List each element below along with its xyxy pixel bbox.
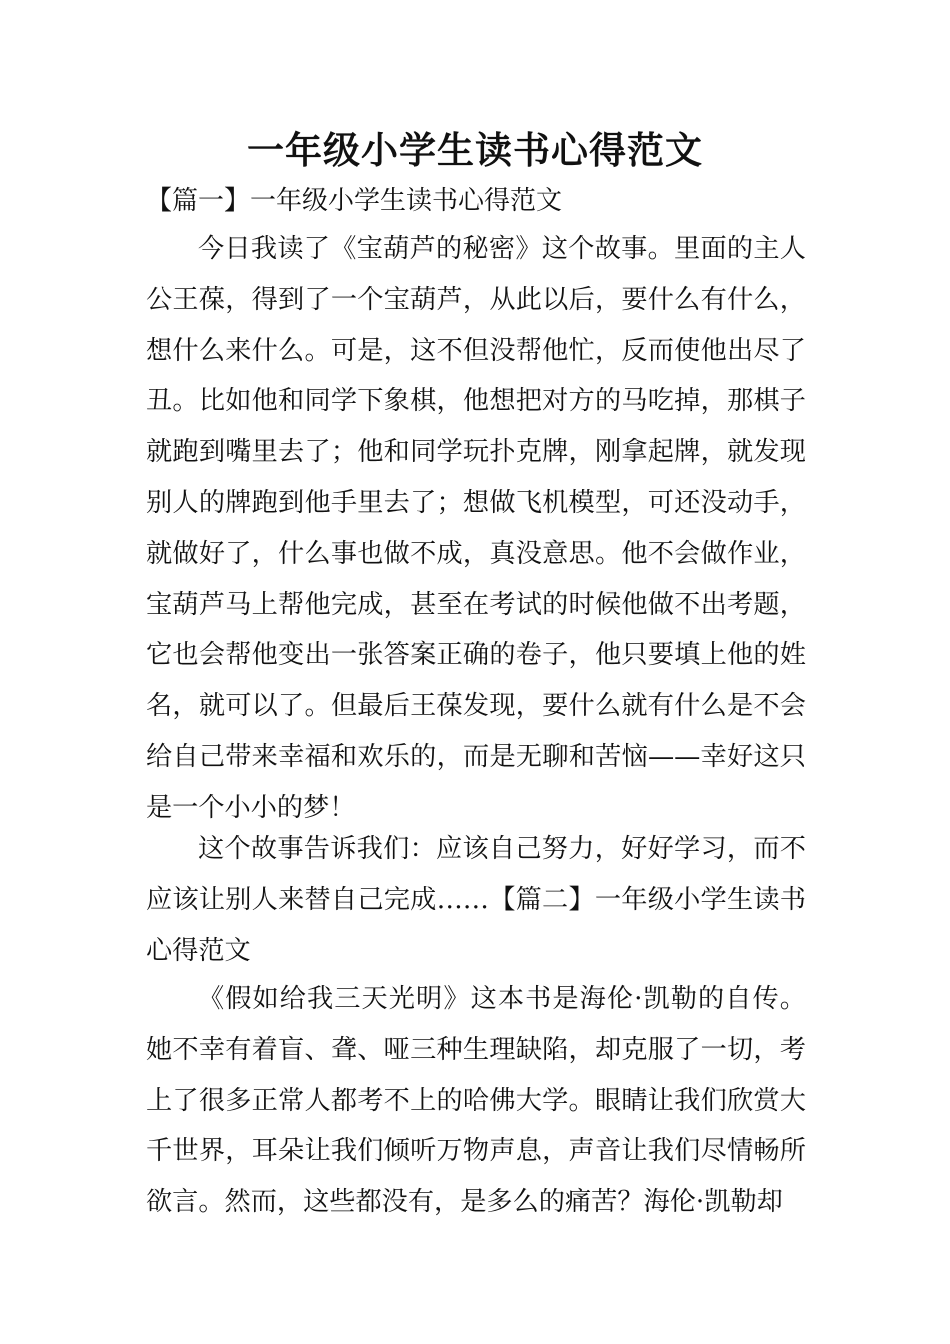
- section-heading: 【篇一】一年级小学生读书心得范文: [146, 186, 563, 216]
- paragraph-lesson: 这个故事告诉我们：应该自己努力，好好学习，而不应该让别人来替自己完成……【篇二】一年级小学生读书心得范文: [146, 834, 806, 966]
- document-title: 一年级小学生读书心得范文: [247, 129, 703, 172]
- paragraph-helen-keller: 《假如给我三天光明》这本书是海伦·凯勒的自传。她不幸有着盲、聋、哑三种生理缺陷，却克服了一切，考上了很多正常人都考不上的哈佛大学。眼睛让我们欣赏大千世界，耳朵让我们倾听万物声息，声音让我们尽情畅所欲言。然而，这些都没有，是多么的痛苦？海伦·凯勒却: [146, 984, 806, 1218]
- paragraph-story: 今日我读了《宝葫芦的秘密》这个故事。里面的主人公王葆，得到了一个宝葫芦，从此以后，要什么有什么，想什么来什么。可是，这不但没帮他忙，反而使他出尽了丑。比如他和同学下象棋，他想把对方的马吃掉，那棋子就跑到嘴里去了；他和同学玩扑克牌，刚拿起牌，就发现别人的牌跑到他手里去了；想做飞机模型，可还没动手，就做好了，什么事也做不成，真没意思。他不会做作业，宝葫芦马上帮他完成，甚至在考试的时候他做不出考题，它也会帮他变出一张答案正确的卷子，他只要填上他的姓名，就可以了。但最后王葆发现，要什么就有什么是不会给自己带来幸福和欢乐的，而是无聊和苦恼——幸好这只是一个小小的梦！: [146, 234, 806, 823]
